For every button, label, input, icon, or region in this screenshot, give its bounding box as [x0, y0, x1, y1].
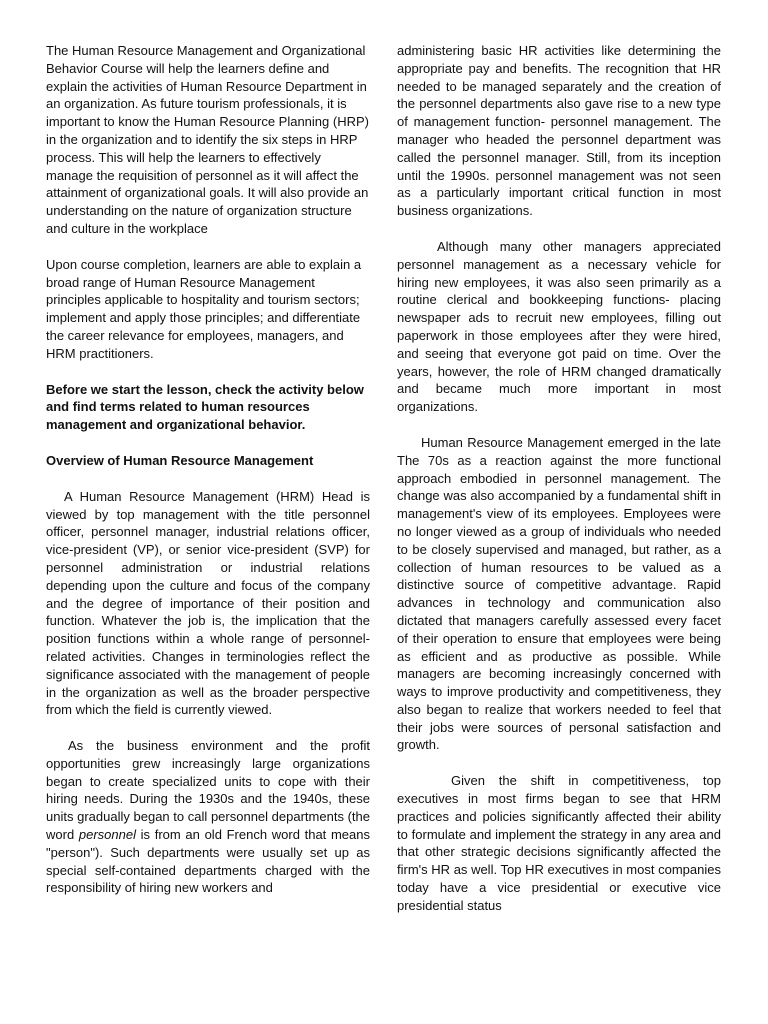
- hrm-head-paragraph: A Human Resource Management (HRM) Head is viewed by top management with the title personnel officer, personnel manager, industrial relations officer, vice-president (VP), or senior vice-president (SVP) for personnel administration or industrial relations depending upon the culture and focus of the company and the degree of importance of their position and function. Whatever the job is, the implication that the position functions within a whole range of personnel-related activities. Changes in terminologies reflect the significance associated with the management of people in the organization as well as the broader perspective from which the field is currently viewed.: [46, 488, 370, 718]
- intro-paragraph: The Human Resource Management and Organizational Behavior Course will help the learners define and explain the activities of Human Resource Department in an organization. As future tourism professionals, it is important to know the Human Resource Planning (HRP) in the organization and to identify the six steps in HRP process. This will help the learners to effectively manage the requisition of personnel as it will affect the attainment of organizational goals. It will also provide an understanding on the nature of organization structure and culture in the workplace: [46, 43, 369, 236]
- appreciated-paragraph: Although many other managers appreciated personnel management as a necessary vehicle for hiring new employees, it was also seen primarily as a routine clerical and bookkeeping functions- placing newspaper ads to recruit new employees, filling out paperwork in those employees after they were hired, and seeing that everyone got paid on time. Over the years, however, the role of HRM changed dramatically and became much more important in most organizations.: [397, 238, 721, 415]
- completion-paragraph: Upon course completion, learners are able to explain a broad range of Human Resource Management principles applicable to hospitality and tourism sectors; implement and apply those principles; and differentiate the career relevance for employees, managers, and HRM practitioners.: [46, 256, 362, 361]
- continued-paragraph: administering basic HR activities like determining the appropriate pay and benefits. The recognition that HR needed to be managed separately and the creation of the personnel departments also gave rise to a new type of management function- personnel management. The manager who headed the personnel department was called the personnel manager. Still, from its inception until the 1990s. personnel management was not seen as a particularly important critical function in most business organizations.: [397, 43, 721, 219]
- left-column: [46, 42, 370, 915]
- shift-paragraph: Given the shift in competitiveness, top executives in most firms began to see that HRM practices and policies significantly affected their ability to formulate and implement the strategy in any area and that other strategic decisions significantly affected the firm's HR as well. Top HR executives in most companies today have a vice presidential or executive vice presidential status: [397, 773, 721, 913]
- activity-note: Before we start the lesson, check the activity below and find terms related to human resources management and organizational behavior.: [46, 381, 364, 433]
- business-env-text-start: As the business environment and the profit opportunities grew increasingly large organizations began to create specialized units to cope with their hiring needs. During the 1930s and the 1940s, these units gradually began to call personnel departments (the word: [46, 738, 370, 843]
- emerged-paragraph: Human Resource Management emerged in the late The 70s as a reaction against the more functional approach embodied in personnel management. The change was also accompanied by a fundamental shift in management's view of its employees. Employees were no longer viewed as a group of individuals who needed to be closely supervised and managed, but rather, as a collection of human resources to be valued as a distinctive source of competitive advantage. Rapid advances in technology and communication also dictated that managers carefully assessed every facet of their operation to ensure that employees were being as efficient and as productive as possible. While managers are becoming increasingly concerned with ways to improve productivity and competitiveness, they also began to realize that workers needed to feel that their jobs were sources of personal satisfaction and growth.: [397, 434, 721, 753]
- business-env-text-end: is from an old French word that means "person"). Such departments were usually set up as special self-contained departments charged with the responsibility of hiring new workers and: [46, 827, 370, 896]
- business-env-paragraph: [46, 737, 370, 897]
- overview-heading: Overview of Human Resource Management: [46, 452, 314, 468]
- right-column: [397, 42, 721, 915]
- personnel-term: personnel: [78, 827, 136, 843]
